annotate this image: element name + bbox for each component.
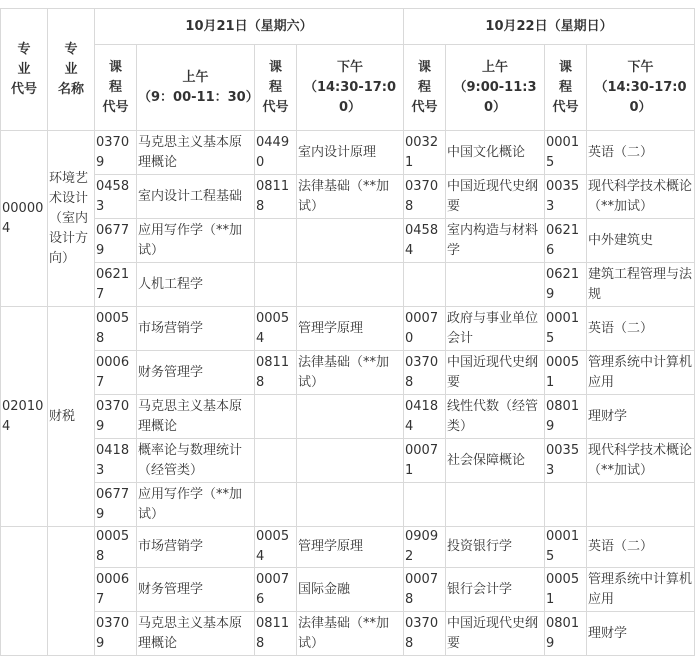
course-name-cell: 马克思主义基本原理概论 <box>137 395 255 439</box>
header-am-1: 上午 （9：00-11：30） <box>137 45 255 131</box>
course-code-cell: 03709 <box>95 612 137 656</box>
course-code-cell: 00054 <box>255 527 297 568</box>
course-code-cell: 00051 <box>545 568 587 612</box>
course-name-cell: 国际金融 <box>297 568 404 612</box>
major-code-cell <box>1 527 48 656</box>
course-code-cell: 00054 <box>255 307 297 351</box>
course-code-cell: 00076 <box>255 568 297 612</box>
course-name-cell: 马克思主义基本原理概论 <box>137 612 255 656</box>
course-name-cell: 中国近现代史纲要 <box>446 175 545 219</box>
course-name-cell: 理财学 <box>587 612 695 656</box>
course-code-cell: 00058 <box>95 527 137 568</box>
course-name-cell: 法律基础（**加试） <box>297 612 404 656</box>
table-row <box>1 351 695 395</box>
course-code-cell: 04490 <box>255 131 297 175</box>
course-name-cell: 应用写作学（**加试） <box>137 219 255 263</box>
course-code-cell: 00015 <box>545 527 587 568</box>
course-name-cell <box>297 263 404 307</box>
header-row-days <box>1 9 695 45</box>
header-course-code: 课 程 代号 <box>95 45 137 131</box>
course-code-cell: 00353 <box>545 175 587 219</box>
course-code-cell: 00015 <box>545 307 587 351</box>
course-code-cell: 00071 <box>404 439 446 483</box>
table-row <box>1 527 695 568</box>
course-name-cell: 财务管理学 <box>137 351 255 395</box>
header-major-code: 专 业 代号 <box>1 9 48 131</box>
course-name-cell: 社会保障概论 <box>446 439 545 483</box>
header-row-sessions <box>1 45 695 131</box>
table-row <box>1 439 695 483</box>
header-day-2: 10月22日（星期日） <box>404 9 695 45</box>
major-code-cell: 000004 <box>1 131 48 307</box>
exam-schedule-table <box>0 8 695 656</box>
course-name-cell: 投资银行学 <box>446 527 545 568</box>
table-row <box>1 568 695 612</box>
course-code-cell: 00321 <box>404 131 446 175</box>
course-code-cell: 00015 <box>545 131 587 175</box>
course-code-cell: 00067 <box>95 351 137 395</box>
course-code-cell: 04584 <box>404 219 446 263</box>
course-code-cell <box>404 483 446 527</box>
course-code-cell: 00070 <box>404 307 446 351</box>
header-major-name: 专 业 名称 <box>48 9 95 131</box>
table-row <box>1 307 695 351</box>
course-name-cell: 市场营销学 <box>137 527 255 568</box>
course-code-cell: 00058 <box>95 307 137 351</box>
course-code-cell <box>255 219 297 263</box>
course-name-cell <box>297 483 404 527</box>
header-course-code: 课 程 代号 <box>545 45 587 131</box>
course-code-cell: 00078 <box>404 568 446 612</box>
course-code-cell: 03708 <box>404 612 446 656</box>
course-code-cell <box>404 263 446 307</box>
course-name-cell: 中国文化概论 <box>446 131 545 175</box>
course-name-cell <box>446 263 545 307</box>
course-name-cell: 中外建筑史 <box>587 219 695 263</box>
course-name-cell <box>446 483 545 527</box>
course-name-cell: 英语（二） <box>587 527 695 568</box>
course-name-cell: 银行会计学 <box>446 568 545 612</box>
course-name-cell: 市场营销学 <box>137 307 255 351</box>
course-code-cell <box>255 483 297 527</box>
table-row <box>1 483 695 527</box>
course-name-cell: 中国近现代史纲要 <box>446 612 545 656</box>
course-name-cell <box>297 395 404 439</box>
course-name-cell: 室内设计工程基础 <box>137 175 255 219</box>
course-code-cell <box>255 395 297 439</box>
course-name-cell <box>297 219 404 263</box>
course-name-cell: 室内构造与材料学 <box>446 219 545 263</box>
course-code-cell <box>545 483 587 527</box>
major-code-cell: 020104 <box>1 307 48 527</box>
course-code-cell: 08118 <box>255 351 297 395</box>
header-am-2: 上午 （9:00-11:30） <box>446 45 545 131</box>
major-name-cell: 财税 <box>48 307 95 527</box>
course-code-cell: 04183 <box>95 439 137 483</box>
course-name-cell: 英语（二） <box>587 131 695 175</box>
course-code-cell: 04583 <box>95 175 137 219</box>
course-name-cell: 建筑工程管理与法规 <box>587 263 695 307</box>
header-course-code: 课 程 代号 <box>404 45 446 131</box>
table-row <box>1 131 695 175</box>
table-row <box>1 263 695 307</box>
table-row <box>1 219 695 263</box>
course-code-cell: 08019 <box>545 395 587 439</box>
course-name-cell <box>587 483 695 527</box>
course-code-cell <box>255 263 297 307</box>
major-name-cell: 环境艺术设计（室内设计方向） <box>48 131 95 307</box>
course-code-cell <box>255 439 297 483</box>
course-name-cell: 线性代数（经管类） <box>446 395 545 439</box>
course-name-cell: 应用写作学（**加试） <box>137 483 255 527</box>
course-code-cell: 04184 <box>404 395 446 439</box>
course-name-cell: 中国近现代史纲要 <box>446 351 545 395</box>
course-code-cell: 06779 <box>95 483 137 527</box>
table-body <box>1 9 695 656</box>
course-name-cell: 管理学原理 <box>297 527 404 568</box>
course-name-cell: 理财学 <box>587 395 695 439</box>
course-name-cell: 室内设计原理 <box>297 131 404 175</box>
course-name-cell: 管理学原理 <box>297 307 404 351</box>
course-code-cell: 06219 <box>545 263 587 307</box>
course-code-cell: 03708 <box>404 351 446 395</box>
course-name-cell: 现代科学技术概论（**加试） <box>587 175 695 219</box>
table-row <box>1 175 695 219</box>
course-code-cell: 03709 <box>95 131 137 175</box>
course-name-cell <box>297 439 404 483</box>
course-name-cell: 政府与事业单位会计 <box>446 307 545 351</box>
course-code-cell: 00353 <box>545 439 587 483</box>
course-code-cell: 03709 <box>95 395 137 439</box>
header-pm-2: 下午 （14:30-17:00） <box>587 45 695 131</box>
course-code-cell: 03708 <box>404 175 446 219</box>
course-name-cell: 法律基础（**加试） <box>297 175 404 219</box>
header-course-code: 课 程 代号 <box>255 45 297 131</box>
course-name-cell: 现代科学技术概论（**加试） <box>587 439 695 483</box>
course-name-cell: 财务管理学 <box>137 568 255 612</box>
course-name-cell: 概率论与数理统计（经管类） <box>137 439 255 483</box>
course-name-cell: 管理系统中计算机应用 <box>587 351 695 395</box>
course-name-cell: 英语（二） <box>587 307 695 351</box>
course-code-cell: 06779 <box>95 219 137 263</box>
course-name-cell: 管理系统中计算机应用 <box>587 568 695 612</box>
major-name-cell <box>48 527 95 656</box>
course-name-cell: 人机工程学 <box>137 263 255 307</box>
header-day-1: 10月21日（星期六） <box>95 9 404 45</box>
course-code-cell: 06217 <box>95 263 137 307</box>
course-name-cell: 马克思主义基本原理概论 <box>137 131 255 175</box>
course-code-cell: 08118 <box>255 612 297 656</box>
course-code-cell: 00067 <box>95 568 137 612</box>
course-code-cell: 00051 <box>545 351 587 395</box>
course-code-cell: 06216 <box>545 219 587 263</box>
course-code-cell: 08118 <box>255 175 297 219</box>
table-row <box>1 612 695 656</box>
course-code-cell: 09092 <box>404 527 446 568</box>
header-pm-1: 下午 （14:30-17:00） <box>297 45 404 131</box>
table-row <box>1 395 695 439</box>
course-code-cell: 08019 <box>545 612 587 656</box>
course-name-cell: 法律基础（**加试） <box>297 351 404 395</box>
